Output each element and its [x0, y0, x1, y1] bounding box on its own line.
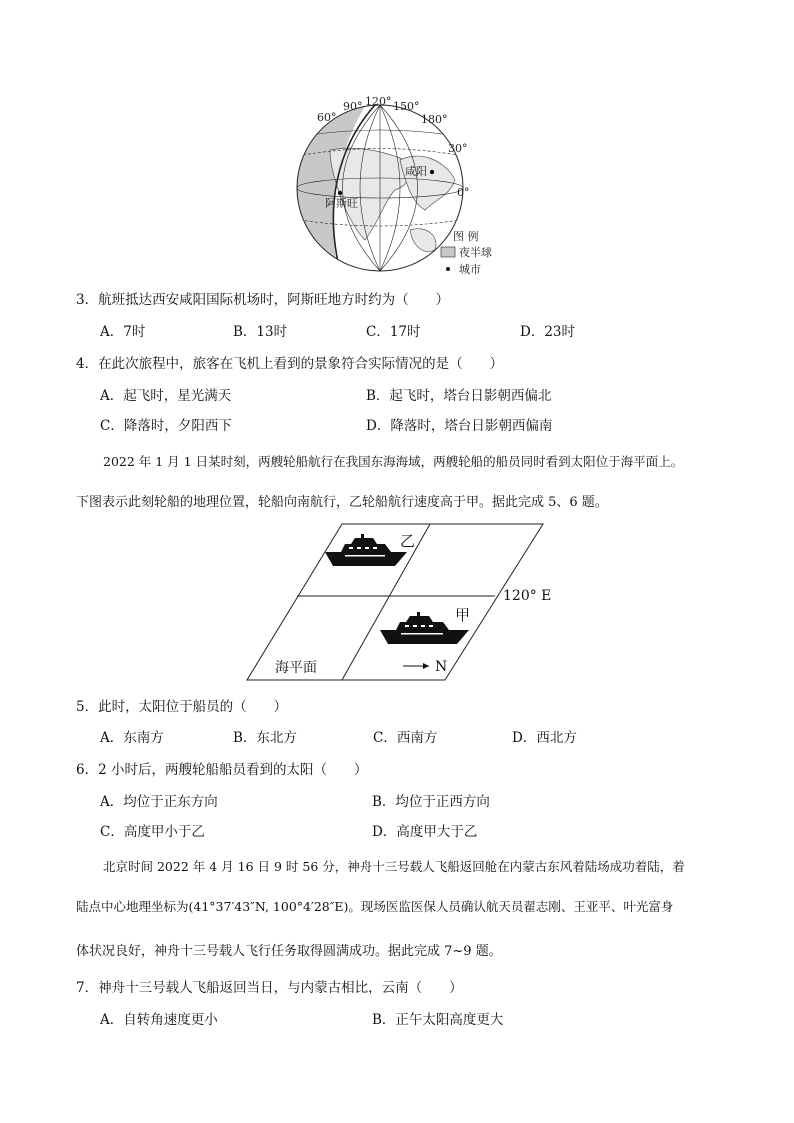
question-5-stem: 5．此时，太阳位于船员的（ ）: [76, 699, 288, 715]
q3-option-a: A．7时: [100, 324, 146, 340]
passage-7-9-line-3: 体状况良好，神舟十三号载人飞行任务取得圆满成功。据此完成 7~9 题。: [76, 944, 502, 959]
ship-yi-label: 乙: [400, 532, 416, 550]
city-label-xianyang: 咸阳: [405, 165, 427, 178]
q7-option-a: A．自转角速度更小: [100, 1012, 218, 1028]
q6-option-d: D．高度甲大于乙: [372, 824, 478, 840]
globe-figure: [285, 90, 525, 285]
legend-city-dot: [446, 267, 450, 271]
passage-5-6-line-1: 2022 年 1 月 1 日某时刻，两艘轮船航行在我国东海海域，两艘轮船的船员同时看到太阳位于海平面上。: [103, 454, 684, 469]
lat-label-30: 30°: [448, 142, 468, 155]
ship-position-figure: [245, 520, 565, 685]
q5-option-c: C．西南方: [373, 730, 438, 746]
lon-label-60: 60°: [317, 111, 337, 124]
legend-night-label: 夜半球: [459, 246, 492, 259]
lon-label-120: 120°: [365, 95, 392, 108]
question-6-stem: 6．2 小时后，两艘轮船船员看到的太阳（ ）: [76, 762, 368, 778]
landmass-south: [410, 229, 436, 252]
q4-option-d: D．降落时，塔台日影朝西偏南: [366, 418, 553, 434]
q4-option-a: A．起飞时，星光满天: [100, 388, 232, 404]
passage-7-9-line-1: 北京时间 2022 年 4 月 16 日 9 时 56 分，神舟十三号载人飞船返回舱在内蒙古东风着陆场成功着陆，着: [103, 859, 685, 874]
q3-option-d: D．23时: [520, 324, 576, 340]
q4-option-b: B．起飞时，塔台日影朝西偏北: [366, 388, 552, 404]
city-label-aswan: 阿斯旺: [325, 197, 358, 210]
q4-option-c: C．降落时，夕阳西下: [100, 418, 232, 434]
q3-option-b: B．13时: [233, 324, 288, 340]
q5-option-b: B．东北方: [233, 730, 297, 746]
lon-label-180: 180°: [421, 113, 448, 126]
q6-option-c: C．高度甲小于乙: [100, 824, 205, 840]
meridian-label: 120° E: [503, 588, 552, 604]
lat-label-0: 0°: [457, 186, 470, 199]
city-dot-aswan: [338, 191, 342, 195]
q5-option-d: D．西北方: [512, 730, 577, 746]
city-dot-xianyang: [430, 170, 434, 174]
question-7-stem: 7．神舟十三号载人飞船返回当日，与内蒙古相比，云南（ ）: [76, 980, 463, 996]
question-3-stem: 3．航班抵达西安咸阳国际机场时，阿斯旺地方时约为（ ）: [76, 292, 450, 308]
legend-title: 图 例: [453, 230, 479, 243]
question-4-stem: 4．在此次旅程中，旅客在飞机上看到的景象符合实际情况的是（ ）: [76, 356, 504, 372]
q6-option-b: B．均位于正西方向: [372, 794, 490, 810]
legend-city-label: 城市: [459, 263, 481, 276]
lon-label-90: 90°: [343, 100, 363, 113]
q6-option-a: A．均位于正东方向: [100, 794, 218, 810]
north-label: N: [435, 659, 448, 675]
q3-option-c: C．17时: [366, 324, 421, 340]
q7-option-b: B．正午太阳高度更大: [372, 1012, 504, 1028]
legend-night-swatch: [441, 247, 455, 257]
passage-5-6-line-2: 下图表示此刻轮船的地理位置，轮船向南航行，乙轮船航行速度高于甲。据此完成 5、6 题。: [76, 495, 608, 510]
lon-label-150: 150°: [393, 100, 420, 113]
north-arrow-icon: [403, 663, 429, 669]
ship-yi-icon: [325, 534, 407, 566]
ship-jia-label: 甲: [455, 606, 471, 624]
sea-level-label: 海平面: [275, 660, 317, 676]
passage-7-9-line-2: 陆点中心地理坐标为(41°37′43″N, 100°4′28″E)。现场医监医保人员确认航天员翟志刚、王亚平、叶光富身: [76, 899, 674, 914]
q5-option-a: A．东南方: [100, 730, 164, 746]
